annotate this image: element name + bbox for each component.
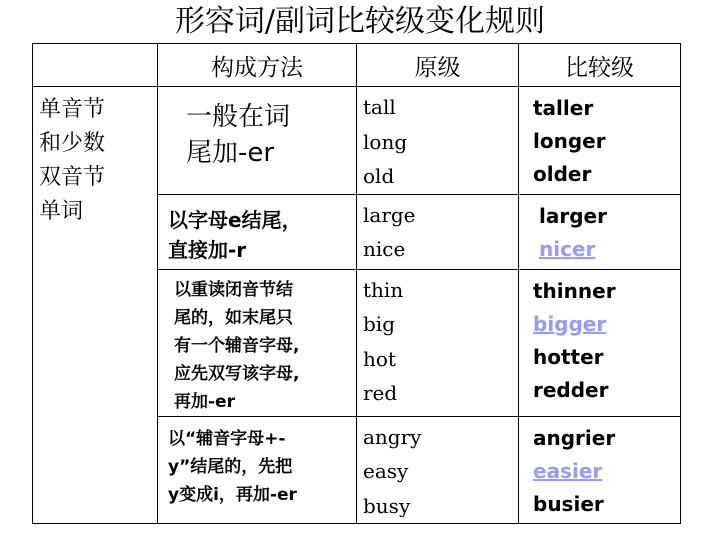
- original-word: tall: [363, 95, 396, 119]
- method-line: 尾的，如末尾只: [174, 307, 293, 328]
- original-word: angry: [363, 424, 422, 449]
- comparative-word: longer: [533, 129, 606, 153]
- original-word: busy: [363, 493, 411, 518]
- header-row: [33, 44, 681, 87]
- original-word: large: [363, 202, 416, 227]
- comparative-word: older: [533, 162, 592, 186]
- original-word: long: [363, 129, 408, 154]
- comparative-word: angrier: [533, 425, 616, 450]
- method-line: 以“辅音字母+-: [168, 428, 286, 449]
- method-line: 有一个辅音字母,: [174, 335, 300, 356]
- header-comparative: 比较级: [519, 44, 681, 87]
- method-line: 直接加-r: [168, 237, 247, 262]
- comparative-rules-table: [32, 43, 681, 524]
- page-title: 形容词/副词比较级变化规则: [174, 4, 546, 39]
- comparative-word: busier: [533, 491, 604, 516]
- method-line: 以重读闭音节结: [174, 279, 293, 300]
- table-row: [33, 87, 681, 195]
- comparative-cell: [519, 194, 681, 269]
- original-word: big: [363, 312, 396, 336]
- original-cell: [357, 194, 519, 269]
- method-line: 再加-er: [174, 391, 235, 412]
- original-cell: [357, 87, 519, 195]
- original-cell: [357, 269, 519, 416]
- header-corner: [33, 44, 158, 87]
- method-line: y”结尾的，先把: [168, 456, 293, 477]
- category-cell: [33, 87, 158, 524]
- original-word: nice: [363, 237, 406, 261]
- original-cell: [357, 416, 519, 524]
- category-line: 单词: [39, 199, 84, 224]
- method-cell: [158, 87, 357, 195]
- comparative-cell: [519, 269, 681, 416]
- comparative-word: thinner: [533, 278, 616, 303]
- comparative-link-bigger[interactable]: bigger: [533, 311, 607, 336]
- method-cell: [158, 194, 357, 269]
- header-original: 原级: [357, 44, 519, 87]
- comparative-word: redder: [533, 377, 609, 402]
- comparative-word: hotter: [533, 344, 604, 369]
- method-cell: [158, 416, 357, 524]
- comparative-word: larger: [539, 203, 607, 228]
- category-line: 和少数: [39, 131, 106, 156]
- category-line: 单音节: [39, 97, 106, 122]
- comparative-link-nicer[interactable]: nicer: [539, 236, 596, 261]
- original-word: red: [363, 381, 398, 405]
- method-line: y变成i，再加-er: [168, 484, 297, 505]
- comparative-cell: [519, 416, 681, 524]
- original-word: old: [363, 164, 395, 188]
- category-line: 双音节: [39, 165, 106, 190]
- original-word: hot: [363, 346, 396, 371]
- method-line: 尾加-er: [186, 138, 275, 168]
- method-cell: [158, 269, 357, 416]
- comparative-link-easier[interactable]: easier: [533, 458, 603, 483]
- original-word: thin: [363, 277, 404, 302]
- method-line: 以字母e结尾，: [168, 207, 302, 232]
- header-method: 构成方法: [158, 44, 357, 87]
- comparative-word: taller: [533, 96, 594, 120]
- method-line: 应先双写该字母,: [174, 363, 300, 384]
- method-line: 一般在词: [186, 102, 291, 132]
- comparative-cell: [519, 87, 681, 195]
- original-word: easy: [363, 459, 409, 483]
